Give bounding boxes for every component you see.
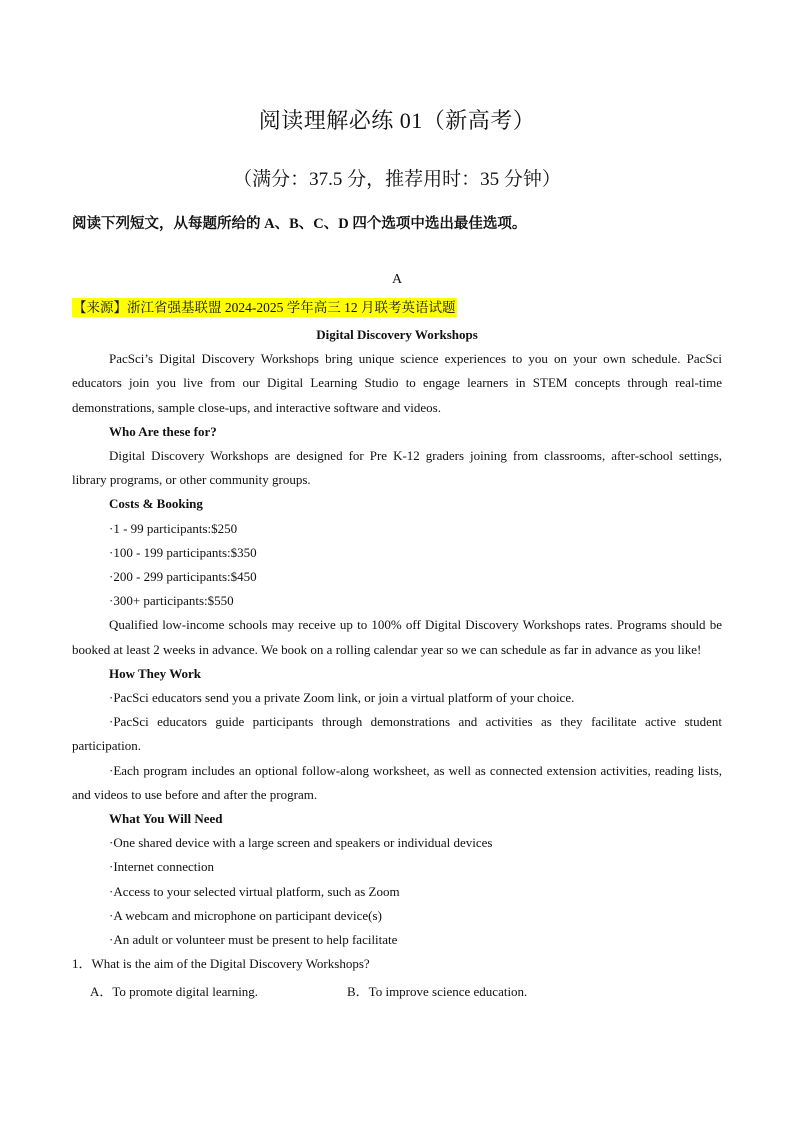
costs-note: Qualified low-income schools may receive up to 100% off Digital Discovery Workshops rates. Programs should be booked at least 2 weeks in advance. We book on a rolling calendar year so we can schedule as far in advance as you like! [72, 617, 722, 657]
how-item: ·PacSci educators guide participants through demonstrations and activities as they facilitate active student participation. [72, 714, 722, 754]
need-item: ·An adult or volunteer must be present to help facilitate [109, 932, 398, 948]
need-item: ·Access to your selected virtual platform, such as Zoom [109, 883, 400, 899]
need-item: ·A webcam and microphone on participant device(s) [109, 907, 382, 923]
passage-content [72, 323, 722, 1005]
need-heading: What You Will Need [109, 811, 223, 827]
passage-intro: PacSci’s Digital Discovery Workshops bring unique science experiences to you on your own schedule. PacSci educators join you live from our Digital Learning Studio to engage learners in STEM concepts through real-time demonstrations, sample close-ups, and interactive software and videos. [72, 351, 722, 415]
instruction-text: 阅读下列短文，从每题所给的 A、B、C、D 四个选项中选出最佳选项。 [72, 216, 527, 232]
need-item: ·One shared device with a large screen and speakers or individual devices [109, 835, 493, 851]
page-subtitle: （满分：37.5 分，推荐用时：35 分钟） [233, 169, 561, 190]
how-heading: How They Work [109, 665, 201, 681]
question-1-options [72, 980, 722, 1004]
need-item: ·Internet connection [109, 859, 215, 875]
passage-title: Digital Discovery Workshops [316, 327, 478, 342]
source-highlight: 【来源】浙江省强基联盟 2024-2025 学年高三 12 月联考英语试题 [73, 300, 456, 315]
option-b: B．To improve science education. [347, 984, 528, 1000]
cost-item: ·200 - 299 participants:$450 [109, 569, 257, 585]
how-item: ·Each program includes an optional follow-along worksheet, as well as connected extension activities, reading lists, and videos to use before and after the program. [72, 762, 722, 802]
cost-item: ·100 - 199 participants:$350 [109, 544, 257, 560]
cost-item: ·300+ participants:$550 [109, 593, 234, 609]
question-1: 1．What is the aim of the Digital Discovery Workshops? [72, 956, 370, 972]
cost-item: ·1 - 99 participants:$250 [109, 520, 238, 536]
costs-heading: Costs & Booking [109, 496, 203, 512]
page-title: 阅读理解必练 01（新高考） [258, 108, 536, 133]
how-item: ·PacSci educators send you a private Zoom link, or join a virtual platform of your choice. [109, 690, 575, 706]
who-text: Digital Discovery Workshops are designed for Pre K-12 graders joining from classrooms, after-school settings, library programs, or other community groups. [72, 448, 722, 488]
option-a: A．To promote digital learning. [90, 984, 259, 1000]
passage-letter: A [391, 272, 403, 287]
who-heading: Who Are these for? [109, 423, 217, 439]
